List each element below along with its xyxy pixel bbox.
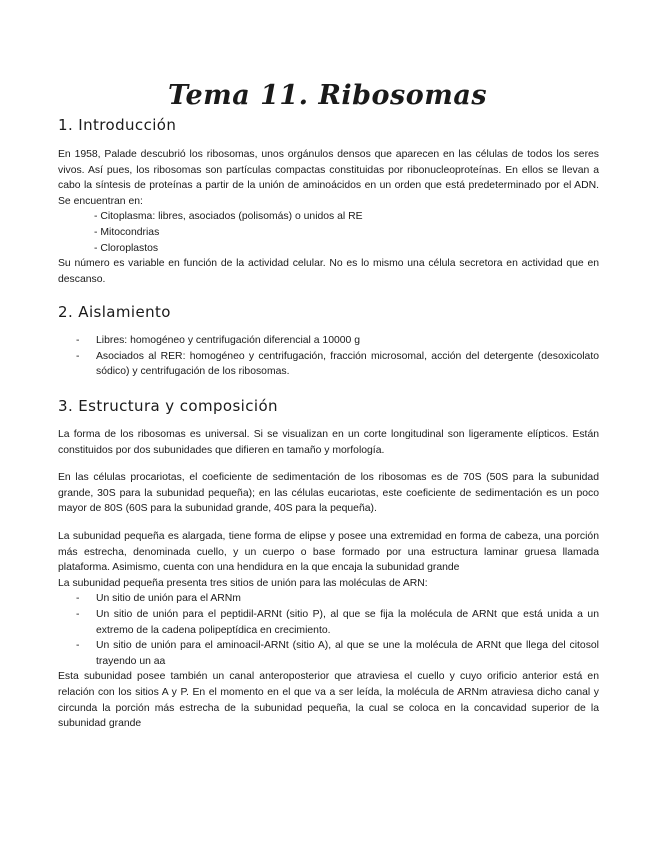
section-heading-aislamiento: 2. Aislamiento: [58, 303, 171, 321]
list-item: - Mitocondrias: [58, 225, 599, 241]
binding-site-list: [58, 591, 599, 669]
section-body-estructura: [58, 427, 599, 732]
paragraph: La forma de los ribosomas es universal. Si se visualizan en un corte longitudinal son ligeramente elípticos. Están constituidos por dos subunidades que difieren en tamaño y morfología.: [58, 429, 599, 456]
section-heading-introduccion: 1. Introducción: [58, 116, 177, 134]
list-item: - Citoplasma: libres, asociados (polisomás) o unidos al RE: [58, 209, 599, 225]
location-list: [58, 209, 599, 256]
list-item: - Cloroplastos: [58, 241, 599, 257]
section-heading-estructura: 3. Estructura y composición: [58, 397, 278, 415]
paragraph: Su número es variable en función de la actividad celular. No es lo mismo una célula secretora en actividad que en descanso.: [58, 258, 599, 285]
list-item: - Un sitio de unión para el ARNm: [58, 591, 599, 607]
paragraph: Esta subunidad posee también un canal anteroposterior que atraviesa el cuello y cuyo orificio anterior está en relación con los sitios A y P. En el momento en el que va a ser leída, la molécula de ARNm atraviesa dicho canal y circunda la porción más estrecha de la subunidad pequeña, la cual se coloca en la concavidad superior de la subunidad grande: [58, 671, 599, 730]
paragraph: La subunidad pequeña es alargada, tiene forma de elipse y posee una extremidad en forma de cabeza, una porción más estrecha, denominada cuello, y un cuerpo o base formado por una estructura laminar gruesa llamada plataforma. Asimismo, cuenta con una hendidura en la que encaja la subunidad grande: [58, 530, 599, 574]
page-title: Tema 11. Ribosomas: [167, 80, 488, 111]
paragraph: La subunidad pequeña presenta tres sitios de unión para las moléculas de ARN:: [58, 577, 428, 589]
section-body-aislamiento: [58, 333, 599, 380]
paragraph: En las células procariotas, el coeficiente de sedimentación de los ribosomas es de 70S (50S para la subunidad grande, 30S para la subunidad pequeña); en las células eucariotas, este coeficiente de sedimentación es un poco mayor de 80S (60S para la subunidad grande, 40S para la pequeña).: [58, 472, 599, 515]
paragraph: En 1958, Palade descubrió los ribosomas, unos orgánulos densos que aparecen en las células de todos los seres vivos. Así pues, los ribosomas son partículas compactas constituidas por ribonucleoproteínas. En ellos se llevan a cabo la síntesis de proteínas a partir de la unión de aminoácidos en un orden que está predeterminado por el ADN. Se encuentran en:: [58, 149, 599, 207]
list-item: - Asociados al RER: homogéneo y centrifugación, fracción microsomal, acción del detergente (desoxicolato sódico) y centrifugación de los ribosomas.: [58, 349, 599, 380]
isolation-list: [58, 333, 599, 380]
list-item: - Libres: homogéneo y centrifugación diferencial a 10000 g: [58, 333, 599, 349]
list-item: - Un sitio de unión para el peptidil-ARNt (sitio P), al que se fija la molécula de ARNt que está unida a un extremo de la cadena polipeptídica en crecimiento.: [58, 607, 599, 638]
list-item: - Un sitio de unión para el aminoacil-ARNt (sitio A), al que se une la molécula de ARNt que llega del citosol trayendo un aa: [58, 638, 599, 669]
section-body-introduccion: [58, 147, 599, 287]
